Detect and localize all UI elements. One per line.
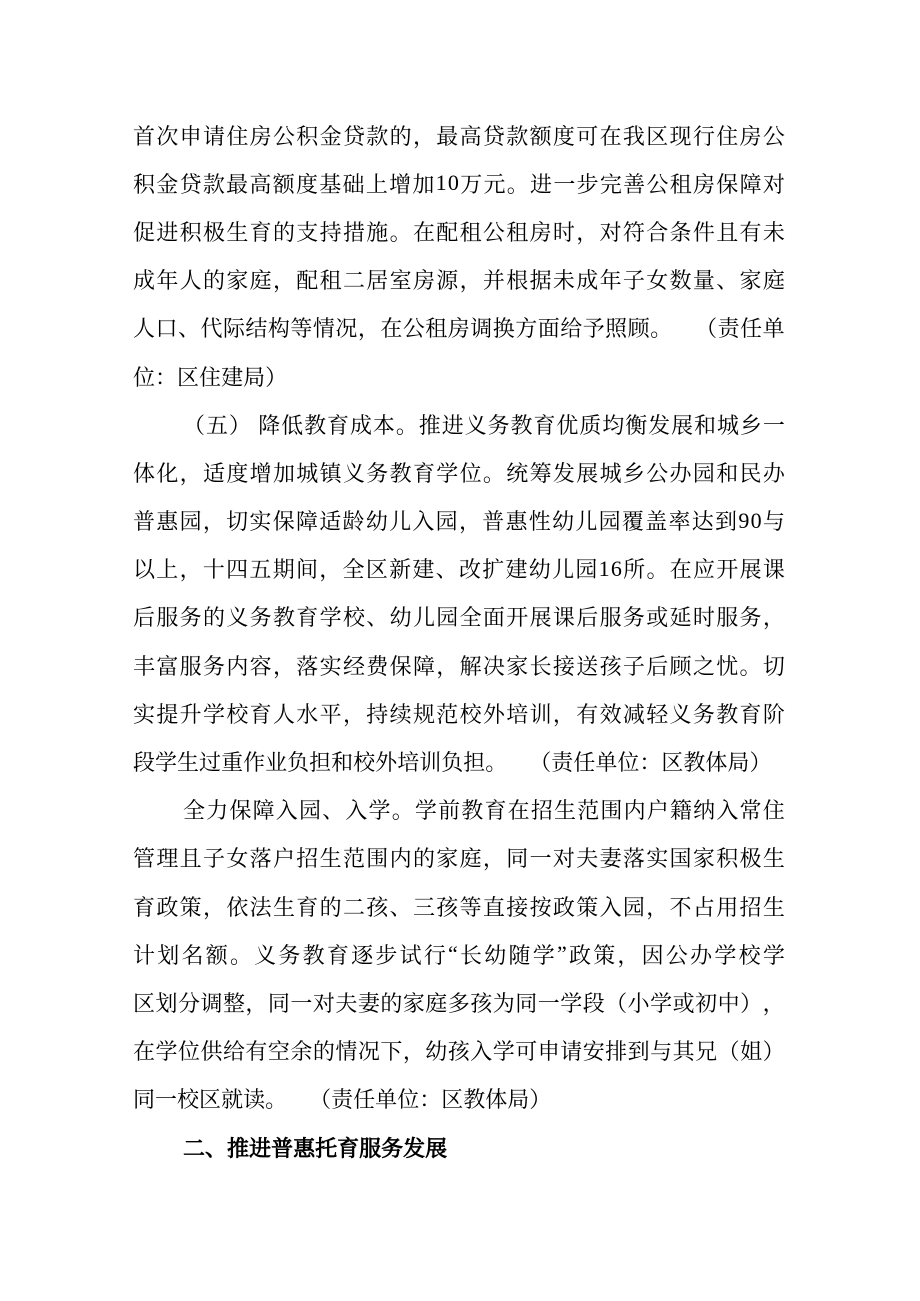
text-block bbox=[133, 111, 785, 1171]
text-line: 促 进 积 极 生 育 的 支 持 措 施 。 在 配 租 公 租 房 时 ， 对 符 合 条 件 且 有 未 bbox=[133, 219, 785, 245]
text-line: 丰 富 服 务 内 容 ， 落 实 经 费 保 障 ， 解 决 家 长 接 送 孩 子 后 顾 之 忧 。 切 bbox=[133, 653, 785, 679]
text-line: 体 化 ， 适 度 增 加 城 镇 义 务 教 育 学 位 。 统 筹 发 展 城 乡 公 办 园 和 民 办 bbox=[133, 460, 785, 486]
text-line: 段 学 生 过 重 作 业 负 担 和 校 外 培 训 负 担 。 （ 责 任 单 位 ： 区 教 体 局 ） bbox=[133, 750, 772, 776]
paragraph bbox=[133, 111, 785, 400]
text-line: 后 服 务 的 义 务 教 育 学 校 、 幼 儿 园 全 面 开 展 课 后 服 务 或 延 时 服 务 ， bbox=[133, 605, 785, 631]
text-line: 在 学 位 供 给 有 空 余 的 情 况 下 ， 幼 孩 入 学 可 申 请 安 排 到 与 其 兄 （ 姐 ） bbox=[133, 1039, 785, 1065]
text-line: 区 划 分 调 整 ， 同 一 对 夫 妻 的 家 庭 多 孩 为 同 一 学 段 （ 小 学 或 初 中 ） ， bbox=[133, 990, 785, 1016]
text-line: 计 划 名 额 。 义 务 教 育 逐 步 试 行 “ 长 幼 随 学 ” 政 策 ， 因 公 办 学 校 学 bbox=[133, 941, 785, 968]
text-line: 普 惠 园 ， 切 实 保 障 适 龄 幼 儿 入 园 ， 普 惠 性 幼 儿 园 覆 盖 率 达 到 9 0 与 bbox=[133, 507, 785, 535]
section-heading bbox=[133, 1123, 785, 1171]
text-line: 全 力 保 障 入 园 、 入 学 。 学 前 教 育 在 招 生 范 围 内 户 籍 纳 入 常 住 bbox=[183, 798, 785, 824]
text-line: 育 政 策 ， 依 法 生 育 的 二 孩 、 三 孩 等 直 接 按 政 策 入 园 ， 不 占 用 招 生 bbox=[133, 894, 785, 920]
text-line: 实 提 升 学 校 育 人 水 平 ， 持 续 规 范 校 外 培 训 ， 有 效 减 轻 义 务 教 育 阶 bbox=[133, 701, 785, 727]
text-line: 位 ： 区 住 建 局 ） bbox=[133, 364, 288, 390]
text-line: （ 五 ） 降 低 教 育 成 本 。 推 进 义 务 教 育 优 质 均 衡 发 展 和 城 乡 一 bbox=[183, 412, 785, 438]
paragraph bbox=[133, 400, 785, 786]
text-line: 管 理 且 子 女 落 户 招 生 范 围 内 的 家 庭 ， 同 一 对 夫 妻 落 实 国 家 积 极 生 bbox=[133, 846, 785, 872]
text-line: 以 上 ， 十 四 五 期 间 ， 全 区 新 建 、 改 扩 建 幼 儿 园 1 6 所 。 在 应 开 展 课 bbox=[133, 555, 785, 583]
text-line: 积 金 贷 款 最 高 额 度 基 础 上 增 加 1 0 万 元 。 进 一 步 完 善 公 租 房 保 障 对 bbox=[133, 170, 785, 197]
text-line: 同 一 校 区 就 读 。 （ 责 任 单 位 ： 区 教 体 局 ） bbox=[133, 1087, 552, 1113]
text-line: 二 、 推 进 普 惠 托 育 服 务 发 展 bbox=[183, 1135, 448, 1161]
text-line: 成 年 人 的 家 庭 ， 配 租 二 居 室 房 源 ， 并 根 据 未 成 年 子 女 数 量 、 家 庭 bbox=[133, 268, 785, 294]
text-line: 首 次 申 请 住 房 公 积 金 贷 款 的 ， 最 高 贷 款 额 度 可 在 我 区 现 行 住 房 公 bbox=[133, 123, 785, 149]
text-line: 人 口 、 代 际 结 构 等 情 况 ， 在 公 租 房 调 换 方 面 给 予 照 顾 。 （ 责 任 单 bbox=[133, 316, 785, 342]
paragraph bbox=[133, 786, 785, 1123]
